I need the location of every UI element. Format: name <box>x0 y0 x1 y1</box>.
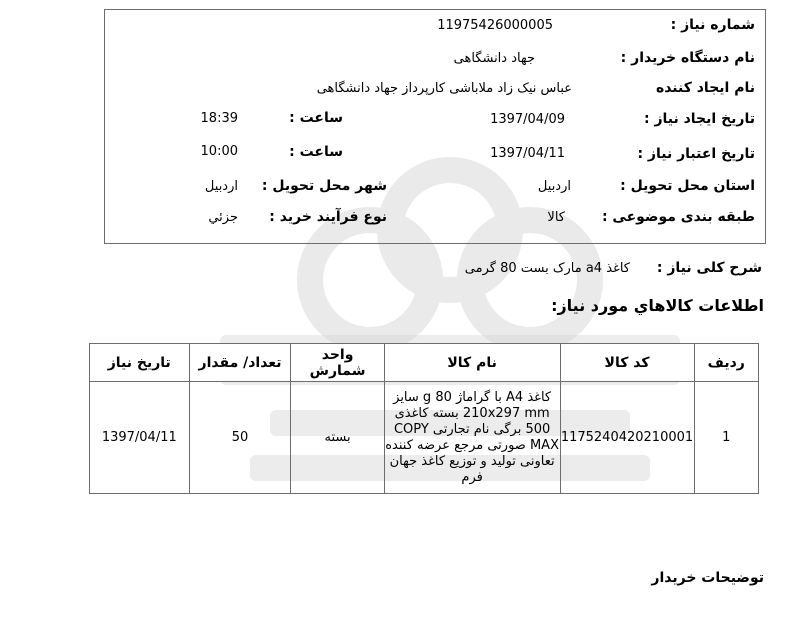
created-date-label: تاریخ ایجاد نیاز : <box>643 111 755 127</box>
need-info-box <box>104 9 766 244</box>
buyer-org-label: نام دستگاه خریدار : <box>620 50 755 66</box>
created-date-value: 1397/04/09 <box>490 112 565 127</box>
creator-value: عباس نیک زاد ملاباشی کارپرداز جهاد دانشگاهی <box>316 81 572 96</box>
buyer-notes-label: توضیحات خریدار <box>651 570 764 586</box>
col-quantity-header: تعداد/ مقدار <box>189 344 291 382</box>
need-number-label: شماره نیاز : <box>670 17 755 33</box>
goods-section-title: اطلاعات کالاهاي مورد نیاز: <box>551 296 764 315</box>
city-value: اردبیل <box>204 179 238 194</box>
valid-date-value: 1397/04/11 <box>490 146 565 161</box>
category-value: کالا <box>547 210 565 225</box>
province-value: اردبیل <box>537 179 571 194</box>
row-number: 1 <box>694 382 759 494</box>
summary-label: شرح کلی نیاز : <box>656 260 762 276</box>
goods-quantity: 50 <box>189 382 291 494</box>
buyer-org-value: جهاد دانشگاهی <box>453 51 535 66</box>
valid-time-label: ساعت : <box>289 144 343 160</box>
col-unit-header: واحد شمارش <box>291 344 384 382</box>
goods-table <box>89 343 759 494</box>
process-label: نوع فرآیند خرید : <box>269 209 387 225</box>
summary-value: کاغذ a4 مارک بست 80 گرمی <box>464 261 630 276</box>
category-label: طبقه بندی موضوعی : <box>601 209 755 225</box>
col-row-header: ردیف <box>694 344 759 382</box>
process-value: جزئي <box>208 210 238 225</box>
col-code-header: کد کالا <box>560 344 694 382</box>
goods-table-header <box>90 344 759 382</box>
province-label: استان محل تحویل : <box>620 178 755 194</box>
table-row <box>90 382 759 494</box>
goods-code: 1175240420210001 <box>560 382 694 494</box>
creator-label: نام ایجاد کننده <box>655 80 755 96</box>
valid-date-label: تاریخ اعتبار نیاز : <box>637 146 755 162</box>
city-label: شهر محل تحویل : <box>261 178 387 194</box>
goods-name: کاغذ A4 با گراماژ 80 g سایز 210x297 mm بسته کاغذی 500 برگی نام تجارتی COPY MAX صورتی مرجع عرضه کننده تعاونی تولید و توزیع کاغذ جهان فرم <box>384 382 560 494</box>
need-number-value: 11975426000005 <box>437 18 553 33</box>
col-date-header: تاریخ نیاز <box>90 344 190 382</box>
col-name-header: نام کالا <box>384 344 560 382</box>
valid-time-value: 10:00 <box>200 144 238 159</box>
goods-need-date: 1397/04/11 <box>90 382 190 494</box>
goods-unit: بسته <box>291 382 384 494</box>
created-time-value: 18:39 <box>200 111 238 126</box>
created-time-label: ساعت : <box>289 110 343 126</box>
